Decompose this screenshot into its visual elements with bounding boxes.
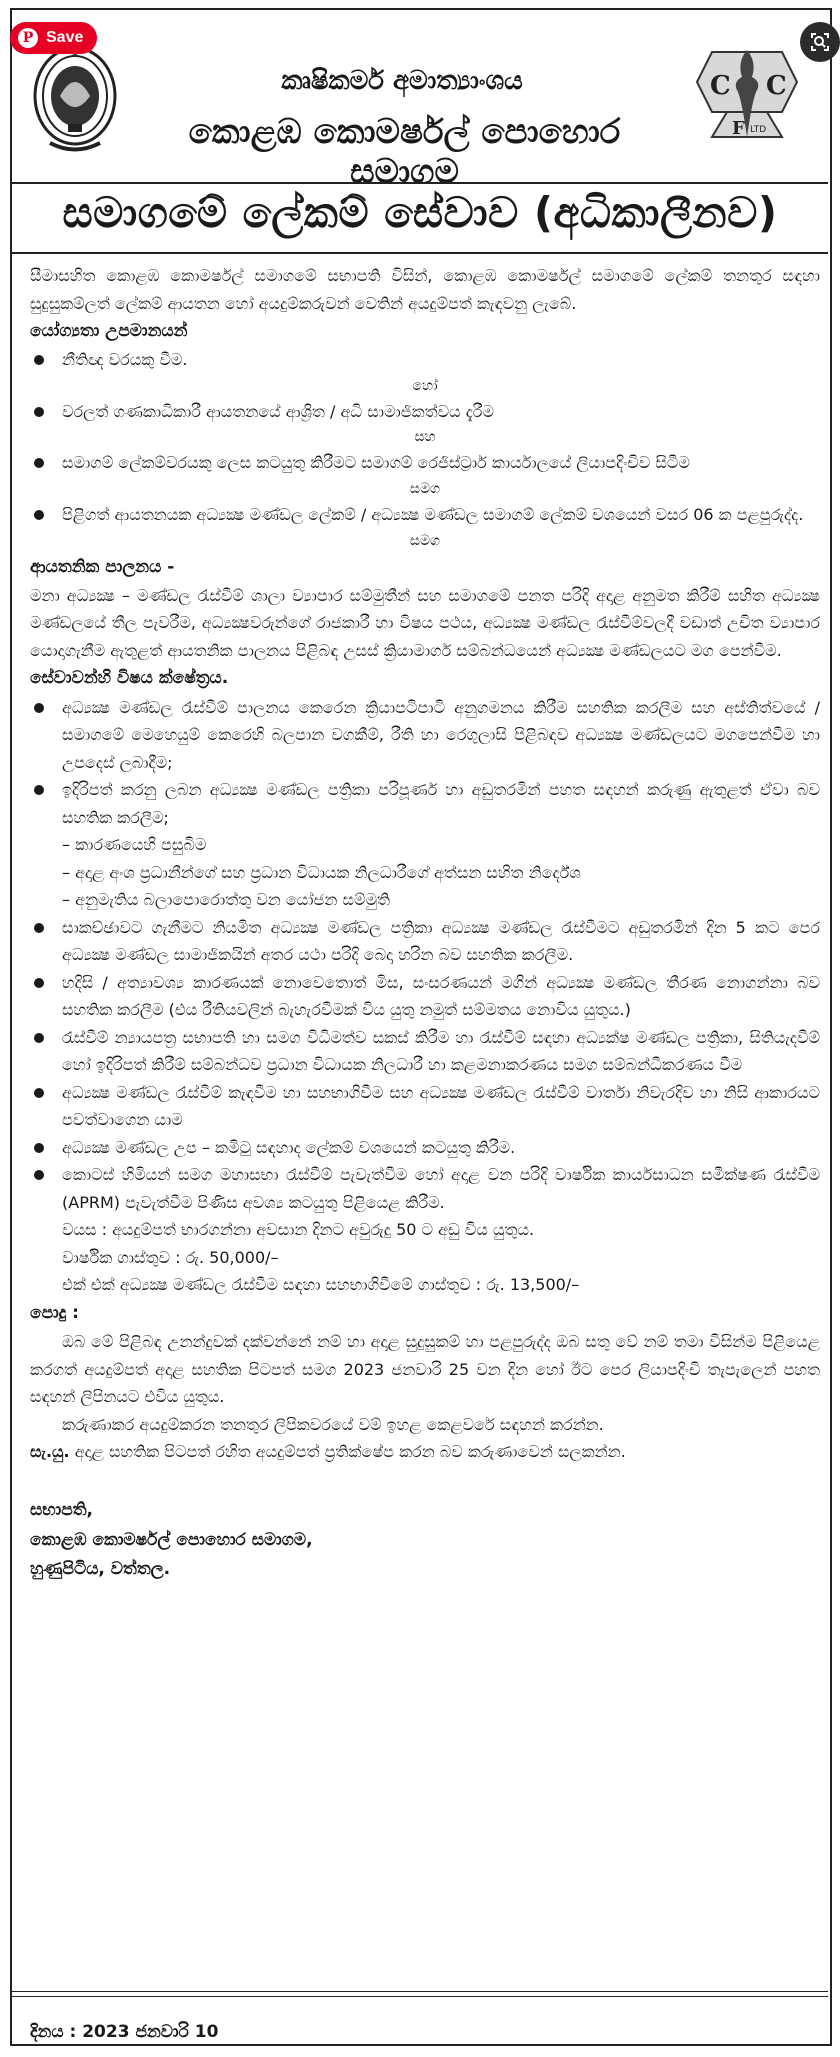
- qualification-item: වරලත් ගණකාධිකාරී ආයතනයේ ආශ්‍රිත / අධි සාමාජිකත්වය දැරීම: [30, 398, 820, 426]
- service-item: ඉදිරිපත් කරනු ලබන අධ්‍යක්‍ෂ මණ්ඩල පත්‍රිකා පරිපූර්ණ හා අඩුතරමින් පහත සඳහන් කරුණු ඇතුළත් ඒවා බව සහතික කරලීම;: [30, 776, 820, 831]
- notice-date: දිනය : 2023 ජනවාරි 10: [30, 2022, 219, 2042]
- footer-divider: [12, 1991, 828, 1992]
- signature-block: [30, 1496, 820, 1585]
- page-title: සමාගමේ ලේකම් සේවාව (අධිකාලීනව): [62, 188, 778, 237]
- age-requirement: වයස : අයදුම්පත් භාරගන්නා අවසාන දිනට අවුරුදු 50 ට අඩු විය යුතුය.: [62, 1220, 535, 1240]
- qualification-item: නීතිඥ වරයකු වීම.: [30, 346, 820, 374]
- qualification-item: පිළිගත් ආයතනයක අධ්‍යක්‍ෂ මණ්ඩල ලේකම් / අධ්‍යක්‍ෂ මණ්ඩල සමාගම් ලේකම් වශයෙන් වසර 06 ක පළපුරුද්ද.: [30, 501, 820, 529]
- service-item: අධ්‍යක්‍ෂ මණ්ඩල උප – කමිටු සඳහාද ලේකම් වශයෙන් කටයුතු කිරීම.: [30, 1134, 820, 1162]
- service-item: සාකච්ඡාවට ගැනීමට නියමිත අධ්‍යක්‍ෂ මණ්ඩල පත්‍රිකා අධ්‍යක්‍ෂ මණ්ඩල රැස්වීමට අඩුතරමින් දින 5 කට පෙර අධ්‍යක්‍ෂ මණ්ඩල සාමාජිකයින් අතර යථා පරිදි බෙදා හරින බව සහතික කරලීම.: [30, 914, 820, 969]
- intro-paragraph: සීමාසහිත කොළඹ කොමර්ෂල් සමාගමේ සභාපති විසින්, කොළඹ කොමර්ෂල් සමාගමේ ලේකම් තනතුර සඳහා සුදුසුකම්ලත් ලේකම් ආයතන හෝ අයදුම්කරුවන් වෙතින් අයදුම්පත් කැඳවනු ලැබේ.: [30, 266, 820, 313]
- governance-paragraph: මනා අධ්‍යක්‍ෂ – මණ්ඩල රැස්වීම් ශාලා ව්‍යාපාර සම්මුතීන් සහ සමාගමේ පනත පරිදි අදාළ අනුමත කිරීම් සහිත අධ්‍යක්‍ෂ මණ්ඩලයේ තීල පැවරීම, අධ්‍යක්‍ෂවරුන්ගේ රාජකාරී හා විෂය පථය, අධ්‍යක්‍ෂ මණ්ඩල රැස්වීම්වලදී වඩාත් උචිත ව්‍යාපාර යොදාගැනීම ඇතුළත් ආයතනික පාලනය පිළිබඳ උසස් ක්‍රියාමාර්ග සම්බන්ධයෙන් අධ්‍යක්‍ෂ මණ්ඩලයට මග පෙන්වීම.: [30, 585, 820, 660]
- logo-letter-ltd: LTD: [750, 125, 767, 135]
- ccf-logo-icon: [682, 42, 812, 152]
- pinterest-save-button[interactable]: [10, 22, 97, 54]
- general-paragraph-2: කරුණාකර අයදුම්කරන තනතුර ලිපිකවරයේ වම් ඉහළ කෙළවරේ සඳහන් කරන්න.: [62, 1414, 604, 1434]
- signatory-company: කොළඹ කොමර්ෂල් පොහොර සමාගම,: [30, 1529, 313, 1550]
- pinterest-icon: P: [18, 28, 38, 48]
- note: [30, 1438, 820, 1466]
- logo-letter-c1: C: [710, 71, 731, 101]
- service-item: අධ්‍යක්‍ෂ මණ්ඩල රැස්වීම් කැඳවීම හා සහභාගිවීම සහ අධ්‍යක්‍ෂ මණ්ඩල රැස්වීම් වාර්තා නිවැරදිව හා නිසි ආකාරයට පවත්වාගෙන යාම: [30, 1079, 820, 1134]
- service-item: රැස්වීම් න්‍යායපත්‍ර සභාපති හා සමග විධිමත්ව සකස් කිරීම හා රැස්වීම් සඳහා අධ්‍යක්ෂ මණ්ඩල පත්‍රිකා, සිතියැදවීම් හෝ ඉදිරිපත් කිරීම් සම්බන්ධව ප්‍රධාන විධායක නිලධාරී හා කළමනාකරණය සමග සම්බන්ධීකරණය වීම: [30, 1024, 820, 1079]
- service-item: කොටස් හිමියන් සමග මහාසභා රැස්වීම් පැවැත්වීම හෝ අදාළ වන පරිදි වාර්ෂික කාර්යසාධන සමීක්ෂණ රැස්වීම (APRM) පැවැත්වීම පිණිස අවශ්‍ය කටයුතු පිළියෙළ කිරීම.: [30, 1161, 820, 1216]
- title-divider-top: [12, 182, 828, 184]
- signatory-title: සභාපති,: [30, 1499, 93, 1520]
- service-subitem: – කාරණයෙහි පසුබිම: [62, 835, 207, 855]
- governance-heading: ආයතනික පාලනය -: [30, 556, 175, 577]
- title-divider-bottom: [12, 252, 828, 254]
- footer-divider-2: [12, 1996, 828, 1997]
- conjunction: හෝ: [412, 377, 438, 394]
- qualifications-heading: යෝග්‍යතා උපමානයන්: [30, 321, 188, 342]
- conjunction: සහ: [414, 429, 436, 446]
- save-label: Save: [46, 29, 84, 46]
- service-subitem: – අනුමැතිය බලාපොරොත්තු වන යෝජන සම්මුති: [62, 890, 390, 910]
- qualification-item: සමාගම් ලේකම්වරයකු ලෙස කටයුතු කිරීමට සමාගම් රෙජිස්ට්‍රාර් කාර්යාලයේ ලියාපදිංචිව සිටීම: [30, 449, 820, 477]
- note-label: සැ.යු.: [30, 1442, 70, 1462]
- note-text: අදාළ සහතික පිටපත් රහිත අයදුම්පත් ප්‍රතික්ෂේප කරන බව කරුණාවෙන් සලකන්න.: [69, 1442, 626, 1462]
- conjunction: සමග: [409, 480, 441, 497]
- conjunction: සමග: [409, 532, 441, 549]
- general-heading: පොදු :: [30, 1303, 79, 1323]
- notice-body: [30, 262, 820, 1585]
- logo-letter-c2: C: [766, 71, 787, 101]
- service-scope-heading: සේවාවන්හි විෂය ක්ෂේත්‍රය.: [30, 668, 229, 689]
- meeting-fee: එක් එක් අධ්‍යක්‍ෂ මණ්ඩල රැස්වීම සඳහා සහභාගිවීමේ ගාස්තුව : රු. 13,500/–: [62, 1275, 580, 1295]
- service-subitem: – අදාළ අංශ ප්‍රධානීන්ගේ සහ ප්‍රධාන විධායක නිලධාරීගේ අත්සන සහිත නිර්දේශ: [62, 862, 581, 882]
- sri-lanka-emblem-icon: [30, 38, 120, 158]
- company-name: කොළඹ කොමර්ෂල් පොහොර සමාගම: [188, 112, 621, 192]
- visual-search-icon: [809, 31, 831, 53]
- annual-fee: වාර්ෂික ගාස්තුව : රු. 50,000/–: [62, 1247, 279, 1267]
- signatory-address: හුණුපිටිය, වත්තල.: [30, 1559, 171, 1580]
- ministry-name: කෘෂිකර්ම අමාත්‍යාංශය: [281, 66, 523, 96]
- header: [22, 30, 822, 190]
- general-paragraph: ඔබ මේ පිළිබඳ උනන්දුවක් දක්වන්නේ නම් හා අදාළ සුදුසුකම් හා පළපුරුද්ද ඔබ සතු වේ නම් තමා විසින්ම පිළියෙළ කරගත් අයදුම්පත් අදාළ සහතික පිටපත් සමග 2023 ජනවාරි 25 වන දින හෝ ඊට පෙර ලියාපදිංචි තැපැලෙන් පහත සඳහන් ලිපිනයට එවිය යුතුය.: [30, 1332, 820, 1407]
- service-item: හදිසි / අත්‍යාවශ්‍ය කාරණයක් නොවෙතොත් මිස, සංසරණයන් මගින් අධ්‍යක්‍ෂ මණ්ඩල තීරණ නොගන්නා බව සහතික කරලීම (එය රීතියවලින් බැහැරවීමක් විය යුතු නමුත් සම්මතය නොවිය යුතුය.): [30, 969, 820, 1024]
- visual-search-button[interactable]: [800, 22, 840, 62]
- logo-letter-f: F: [732, 118, 745, 139]
- service-item: අධ්‍යක්‍ෂ මණ්ඩල රැස්වීම් පාලනය කෙරෙන ක්‍රියාපටිපාටි අනුගමනය කිරීම සහතික කරලීම සහ අස්තිත්වයේ / සමාගමේ මෙහෙයුම් කෙරෙහි බලපාන වගකීම්, රීති හා රෙගුලාසි පිළිබඳව අධ්‍යක්‍ෂ මණ්ඩලයට මගපෙන්වීම හා උපදෙස් ලබාදීම;: [30, 694, 820, 777]
